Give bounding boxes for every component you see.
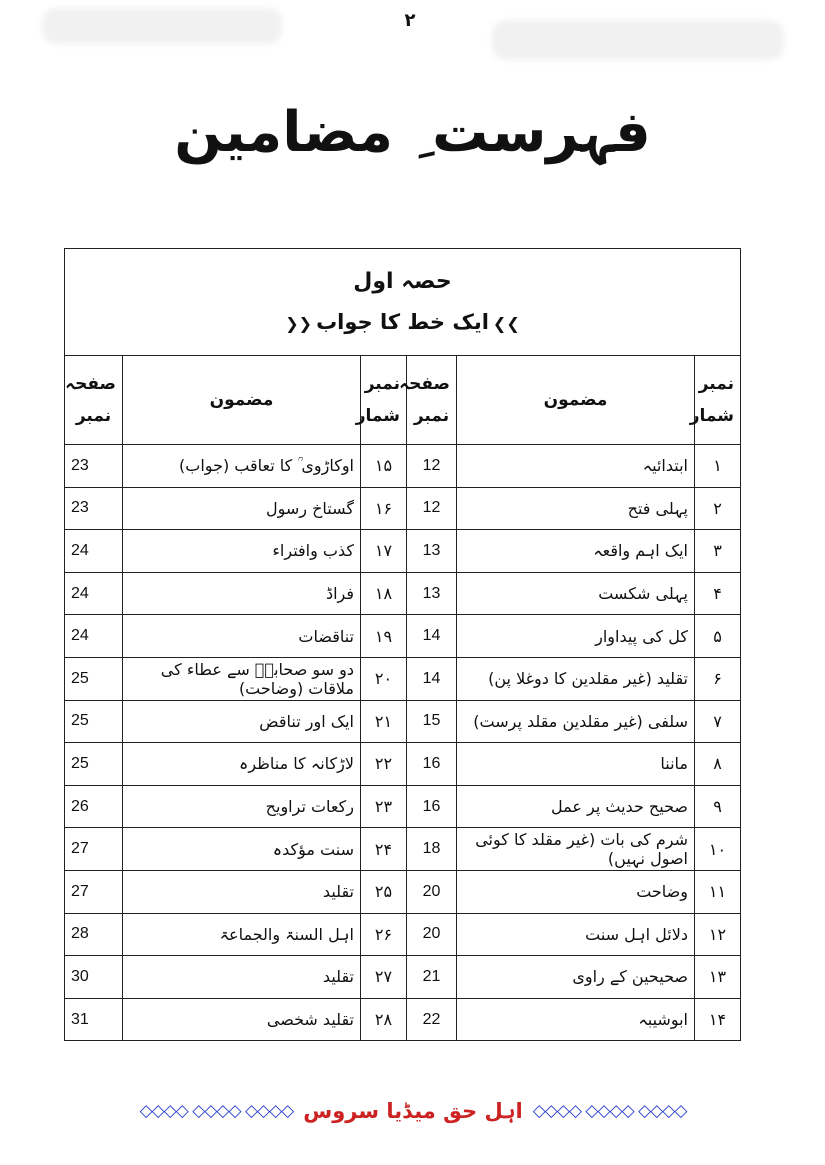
row-subject-1: تقلید (غیر مقلدین کا دوغلا پن): [457, 657, 695, 700]
header-subject-2: مضمون: [123, 356, 361, 445]
row-page-2: 27: [65, 828, 123, 871]
contents-table: [64, 248, 741, 1041]
row-page-2: 23: [65, 445, 123, 488]
row-page-1: 22: [407, 998, 457, 1041]
row-page-1: 16: [407, 785, 457, 828]
column-header-row: [65, 356, 741, 445]
row-subject-2: رکعات تراویح: [123, 785, 361, 828]
row-number-2: ۲۴: [361, 828, 407, 871]
row-page-1: 15: [407, 700, 457, 743]
row-subject-1: پہلی فتح: [457, 487, 695, 530]
row-number-1: ۱۴: [695, 998, 741, 1041]
row-subject-1: دلائل اہل سنت: [457, 913, 695, 956]
row-subject-1: ابتدائیہ: [457, 445, 695, 488]
table-row: [65, 998, 741, 1041]
table-row: [65, 572, 741, 615]
page-title: فہرست ِ مضامین: [174, 100, 651, 165]
ornament-right-icon: ❯❯: [492, 314, 520, 333]
header-subject-1: مضمون: [457, 356, 695, 445]
row-subject-1: وضاحت: [457, 870, 695, 913]
row-subject-1: ابوشیبہ: [457, 998, 695, 1041]
footer-text: اہل حق میڈیا سروس: [303, 1099, 523, 1123]
row-subject-2: سنت مؤکدہ: [123, 828, 361, 871]
row-page-2: 24: [65, 572, 123, 615]
row-page-1: 20: [407, 913, 457, 956]
row-subject-1: کل کی پیداوار: [457, 615, 695, 658]
table-row: [65, 615, 741, 658]
row-subject-2: ایک اور تناقض: [123, 700, 361, 743]
row-subject-1: ماننا: [457, 743, 695, 786]
row-number-2: ۲۳: [361, 785, 407, 828]
row-number-2: ۲۱: [361, 700, 407, 743]
row-subject-2: تقلید شخصی: [123, 998, 361, 1041]
row-subject-1: شرم کی بات (غیر مقلد کا کوئی اصول نہیں): [457, 828, 695, 871]
row-number-1: ۱۳: [695, 956, 741, 999]
row-number-1: ۶: [695, 657, 741, 700]
section-subtitle: ایک خط کا جواب: [316, 310, 489, 334]
row-number-2: ۲۵: [361, 870, 407, 913]
row-page-2: 31: [65, 998, 123, 1041]
section-header-row: [65, 249, 741, 356]
header-number-2: نمبر شمار: [361, 356, 407, 445]
row-page-1: 12: [407, 487, 457, 530]
row-page-1: 21: [407, 956, 457, 999]
row-page-1: 16: [407, 743, 457, 786]
row-number-2: ۲۸: [361, 998, 407, 1041]
section-header: [65, 249, 741, 356]
ornament-left-icon: ❮❮: [285, 314, 313, 333]
row-number-2: ۱۵: [361, 445, 407, 488]
row-page-1: 14: [407, 615, 457, 658]
row-page-2: 27: [65, 870, 123, 913]
row-number-2: ۱۶: [361, 487, 407, 530]
row-page-2: 28: [65, 913, 123, 956]
row-subject-2: تقلید: [123, 956, 361, 999]
section-title: حصہ اول: [353, 269, 452, 294]
table-row: [65, 870, 741, 913]
footer-ornament-right-icon: ◇◇◇◇ ◇◇◇◇ ◇◇◇◇: [532, 1101, 687, 1121]
row-page-1: 18: [407, 828, 457, 871]
row-page-1: 13: [407, 530, 457, 573]
row-number-1: ۴: [695, 572, 741, 615]
row-page-2: 23: [65, 487, 123, 530]
table-row: [65, 487, 741, 530]
table-row: [65, 445, 741, 488]
table-row: [65, 743, 741, 786]
row-number-1: ۱۰: [695, 828, 741, 871]
table-row: [65, 785, 741, 828]
row-page-2: 25: [65, 743, 123, 786]
row-page-1: 12: [407, 445, 457, 488]
row-subject-1: ایک اہم واقعہ: [457, 530, 695, 573]
blurred-header-right: [492, 20, 784, 60]
row-subject-2: لاڑکانہ کا مناظرہ: [123, 743, 361, 786]
table-row: [65, 956, 741, 999]
row-subject-2: تناقضات: [123, 615, 361, 658]
row-number-2: ۱۷: [361, 530, 407, 573]
row-number-1: ۵: [695, 615, 741, 658]
row-subject-2: کذب وافتراء: [123, 530, 361, 573]
row-number-2: ۱۹: [361, 615, 407, 658]
table-row: [65, 530, 741, 573]
row-page-1: 13: [407, 572, 457, 615]
row-page-1: 20: [407, 870, 457, 913]
row-number-2: ۲۶: [361, 913, 407, 956]
header-page-2: صفحہ نمبر: [65, 356, 123, 445]
row-subject-1: سلفی (غیر مقلدین مقلد پرست): [457, 700, 695, 743]
row-page-2: 24: [65, 615, 123, 658]
row-page-1: 14: [407, 657, 457, 700]
row-page-2: 30: [65, 956, 123, 999]
row-page-2: 25: [65, 657, 123, 700]
header-page-1: صفحہ نمبر: [407, 356, 457, 445]
row-subject-2: فراڈ: [123, 572, 361, 615]
row-subject-2: دو سو صحابہؓ سے عطاء کی ملاقات (وضاحت): [123, 657, 361, 700]
row-page-2: 26: [65, 785, 123, 828]
row-subject-2: تقلید: [123, 870, 361, 913]
row-number-1: ۸: [695, 743, 741, 786]
row-number-1: ۳: [695, 530, 741, 573]
row-number-2: ۱۸: [361, 572, 407, 615]
row-page-2: 24: [65, 530, 123, 573]
page-number: ۲: [404, 10, 416, 31]
header-number-1: نمبر شمار: [695, 356, 741, 445]
row-number-2: ۲۷: [361, 956, 407, 999]
table-row: [65, 828, 741, 871]
row-number-1: ۱۱: [695, 870, 741, 913]
row-page-2: 25: [65, 700, 123, 743]
row-number-1: ۷: [695, 700, 741, 743]
row-subject-1: پہلی شکست: [457, 572, 695, 615]
row-number-1: ۲: [695, 487, 741, 530]
footer: [38, 1096, 788, 1126]
row-subject-1: صحیح حدیث پر عمل: [457, 785, 695, 828]
table-row: [65, 913, 741, 956]
table-row: [65, 657, 741, 700]
footer-ornament-left-icon: ◇◇◇◇ ◇◇◇◇ ◇◇◇◇: [139, 1101, 294, 1121]
row-subject-2: اہل السنۃ والجماعۃ: [123, 913, 361, 956]
row-number-1: ۱۲: [695, 913, 741, 956]
row-subject-1: صحیحین کے راوی: [457, 956, 695, 999]
table-row: [65, 700, 741, 743]
row-subject-2: گستاخ رسول: [123, 487, 361, 530]
row-subject-2: اوکاڑوی ؒ کا تعاقب (جواب): [123, 445, 361, 488]
row-number-2: ۲۲: [361, 743, 407, 786]
row-number-1: ۱: [695, 445, 741, 488]
blurred-header-left: [42, 8, 282, 44]
row-number-2: ۲۰: [361, 657, 407, 700]
row-number-1: ۹: [695, 785, 741, 828]
section-subtitle-wrap: [65, 310, 740, 334]
